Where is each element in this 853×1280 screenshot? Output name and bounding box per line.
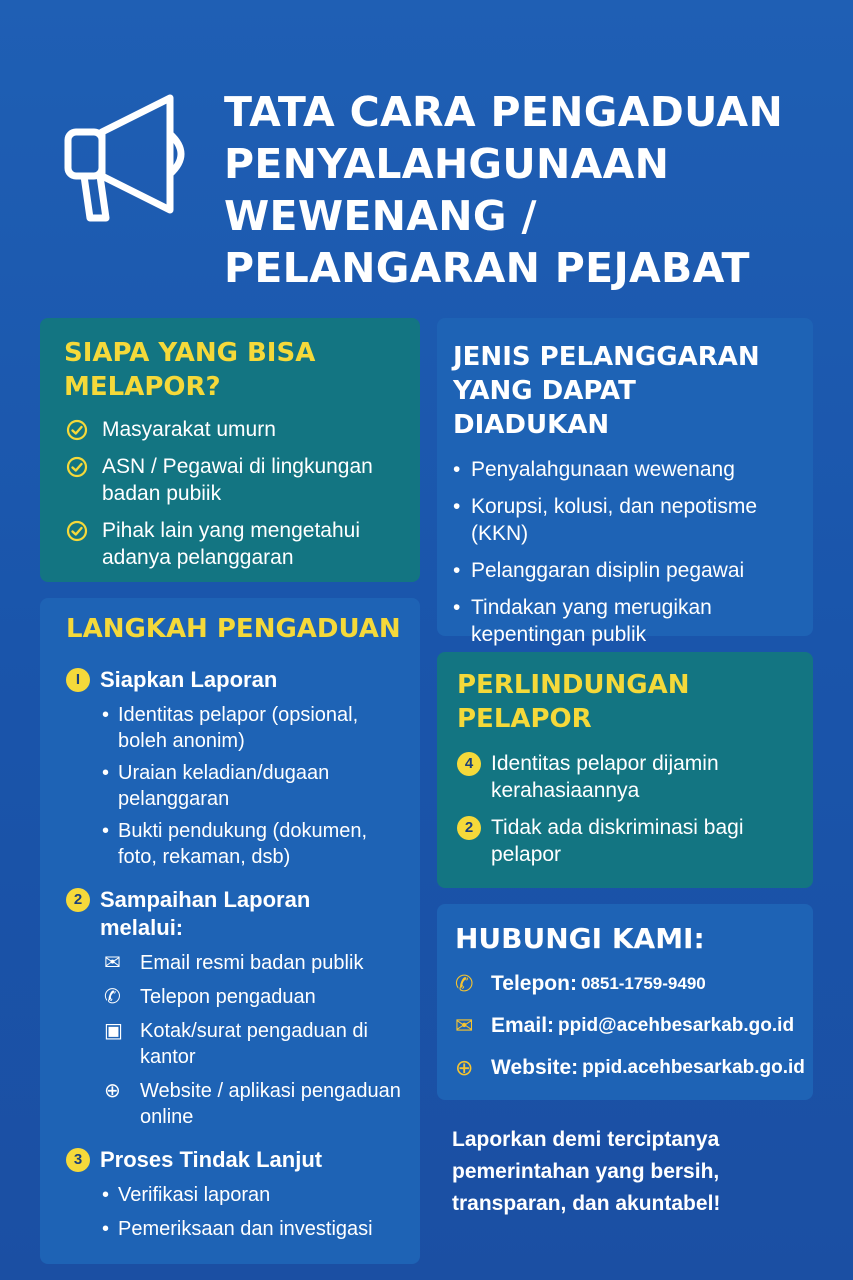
- globe-icon: ⊕: [455, 1055, 474, 1080]
- complaint-steps-title: LANGKAH PENGADUAN: [66, 614, 401, 644]
- step-number-badge: 3: [66, 1148, 90, 1172]
- contact-website: ⊕ Website: ppid.acehbesarkab.go.id: [455, 1055, 805, 1080]
- who-item-text: Pihak lain yang mengetahui adanya pelanggaran: [102, 519, 361, 569]
- protection-item: 2 Tidak ada diskriminasi bagi pelapor: [457, 814, 795, 868]
- check-circle-icon: [64, 419, 90, 441]
- complaint-steps-card: [40, 598, 420, 1264]
- email-link[interactable]: ppid@acehbesarkab.go.id: [558, 1015, 795, 1036]
- reporter-protection-card: [437, 652, 813, 888]
- step-1: [66, 666, 406, 694]
- who-item-text: Masyarakat umurn: [102, 418, 276, 441]
- contact-email: ✉ Email: ppid@acehbesarkab.go.id: [455, 1013, 795, 1038]
- violation-item-text: Tindakan yang merugikan kepentingan publik: [471, 596, 712, 646]
- step-sub-item: • Uraian keladian/dugaan pelanggaran: [102, 762, 330, 810]
- violation-item-text: Pelanggaran disiplin pegawai: [471, 559, 745, 582]
- who-item: [64, 453, 400, 507]
- envelope-icon: ✉: [104, 952, 121, 974]
- violation-item: • Tindakan yang merugikan kepentingan publik: [453, 594, 795, 648]
- channel-website: ⊕ Website / aplikasi pengaduan online: [104, 1080, 401, 1128]
- channel-email: ✉ Email resmi badan publik: [104, 952, 364, 974]
- who-can-report-card: [40, 318, 420, 582]
- step-number-badge: I: [66, 668, 90, 692]
- phone-number[interactable]: 0851-1759-9490: [580, 974, 706, 993]
- phone-icon: ✆: [455, 971, 474, 996]
- footer-slogan: Laporkan demi terciptanya pemerintahan yang bersih, transparan, dan akuntabel!: [452, 1128, 721, 1215]
- check-circle-icon: [64, 520, 90, 542]
- step-title: Sampaihan Laporan melalui:: [100, 887, 311, 940]
- violation-item: • Penyalahgunaan wewenang: [453, 458, 735, 481]
- who-can-report-title: SIAPA YANG BISA MELAPOR?: [64, 338, 316, 402]
- violation-item: • Korupsi, kolusi, dan nepotisme (KKN): [453, 493, 795, 547]
- contact-title: HUBUNGI KAMI:: [455, 922, 705, 955]
- megaphone-icon: [60, 90, 210, 230]
- who-item-text: ASN / Pegawai di lingkungan badan pubiik: [102, 455, 373, 505]
- page-title: TATA CARA PENGADUAN PENYALAHGUNAAN WEWENANG / PELANGARAN PEJABAT: [224, 88, 784, 292]
- mailbox-icon: ▣: [104, 1020, 123, 1042]
- who-item: [64, 416, 400, 443]
- reporter-protection-title: PERLINDUNGAN PELAPOR: [457, 670, 690, 734]
- violation-item-text: Korupsi, kolusi, dan nepotisme (KKN): [471, 495, 757, 545]
- step-sub-item: • Bukti pendukung (dokumen, foto, rekaman, dsb): [102, 820, 368, 868]
- protection-number-badge: 2: [457, 816, 481, 840]
- channel-box: ▣ Kotak/surat pengaduan di kantor: [104, 1020, 368, 1068]
- contact-phone: ✆ Telepon: 0851-1759-9490: [455, 971, 706, 996]
- check-circle-icon: [64, 456, 90, 478]
- violation-types-title: JENIS PELANGGARAN YANG DAPAT DIADUKAN: [453, 342, 760, 440]
- protection-number-badge: 4: [457, 752, 481, 776]
- violation-item: • Pelanggaran disiplin pegawai: [453, 559, 745, 582]
- website-link[interactable]: ppid.acehbesarkab.go.id: [582, 1057, 805, 1078]
- contact-card: [437, 904, 813, 1100]
- protection-item: 4 Identitas pelapor dijamin kerahasiaannya: [457, 750, 795, 804]
- violation-item-text: Penyalahgunaan wewenang: [471, 458, 735, 481]
- violation-types-card: [437, 318, 813, 646]
- step-sub-item: • Identitas pelapor (opsional, boleh anonim): [102, 704, 359, 752]
- who-item: [64, 517, 400, 571]
- step-number-badge: 2: [66, 888, 90, 912]
- channel-phone: ✆ Telepon pengaduan: [104, 986, 316, 1008]
- step-3: [66, 1146, 406, 1174]
- step-sub-item: • Pemeriksaan dan investigasi: [102, 1218, 373, 1240]
- step-title: Siapkan Laporan: [100, 667, 278, 692]
- step-2: [66, 886, 406, 942]
- envelope-icon: ✉: [455, 1013, 474, 1038]
- step-sub-item: • Verifikasi laporan: [102, 1184, 271, 1206]
- step-title: Proses Tindak Lanjut: [100, 1147, 323, 1172]
- phone-icon: ✆: [104, 986, 121, 1008]
- globe-icon: ⊕: [104, 1080, 121, 1102]
